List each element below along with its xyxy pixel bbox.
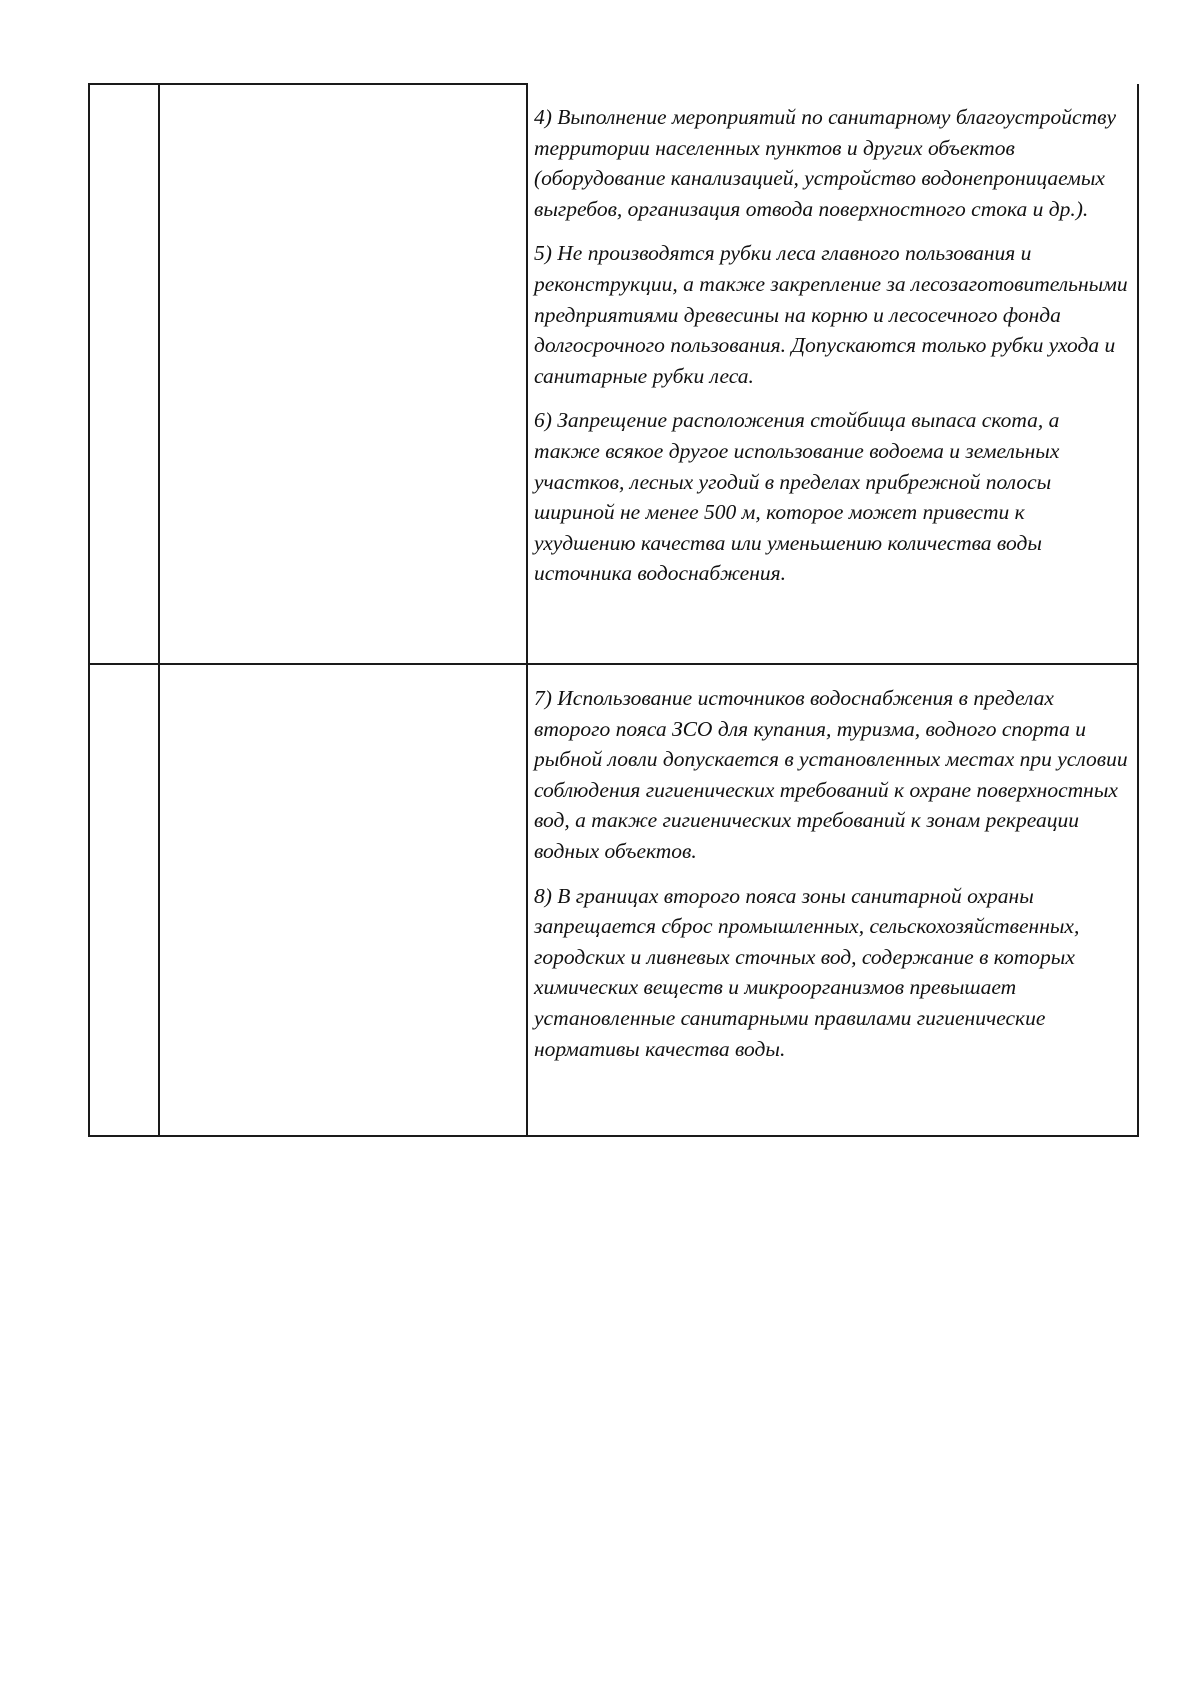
requirement-paragraph: 5) Не производятся рубки леса главного пользования и реконструкции, а также закрепление за лесозаготовительными предприятиями древесины на корню и лесосечного фонда долгосрочного пользования. Допускаются только рубки ухода и санитарные рубки леса. bbox=[534, 241, 1128, 388]
table-cell-name bbox=[159, 84, 527, 664]
document-table bbox=[88, 83, 1139, 1137]
requirement-paragraph: 7) Использование источников водоснабжения в пределах второго пояса ЗСО для купания, туризма, водного спорта и рыбной ловли допускается в установленных местах при условии соблюдения гигиенических требований к охране поверхностных вод, а также гигиенических требований к зонам рекреации водных объектов. bbox=[534, 686, 1128, 863]
table-cell-name bbox=[159, 664, 527, 1136]
requirements-text bbox=[528, 84, 1137, 593]
table-cell-requirements bbox=[527, 84, 1138, 664]
requirement-paragraph: 4) Выполнение мероприятий по санитарному благоустройству территории населенных пунктов и других объектов (оборудование канализацией, устройство водонепроницаемых выгребов, организация отвода поверхностного стока и др.). bbox=[534, 105, 1117, 221]
table-row bbox=[89, 84, 1138, 664]
table-row bbox=[89, 664, 1138, 1136]
table-cell-number bbox=[89, 84, 159, 664]
requirements-text bbox=[528, 665, 1137, 1068]
requirement-paragraph: 6) Запрещение расположения стойбища выпаса скота, а также всякое другое использование водоема и земельных участков, лесных угодий в пределах прибрежной полосы шириной не менее 500 м, которое может привести к ухудшению качества или уменьшению количества воды источника водоснабжения. bbox=[534, 408, 1060, 586]
table-cell-number bbox=[89, 664, 159, 1136]
requirement-paragraph: 8) В границах второго пояса зоны санитарной охраны запрещается сброс промышленных, сельскохозяйственных, городских и ливневых сточных вод, содержание в которых химических веществ и микроорганизмов превышает установленные санитарными правилами гигиенические нормативы качества воды. bbox=[534, 883, 1080, 1061]
table-cell-requirements bbox=[527, 664, 1138, 1136]
